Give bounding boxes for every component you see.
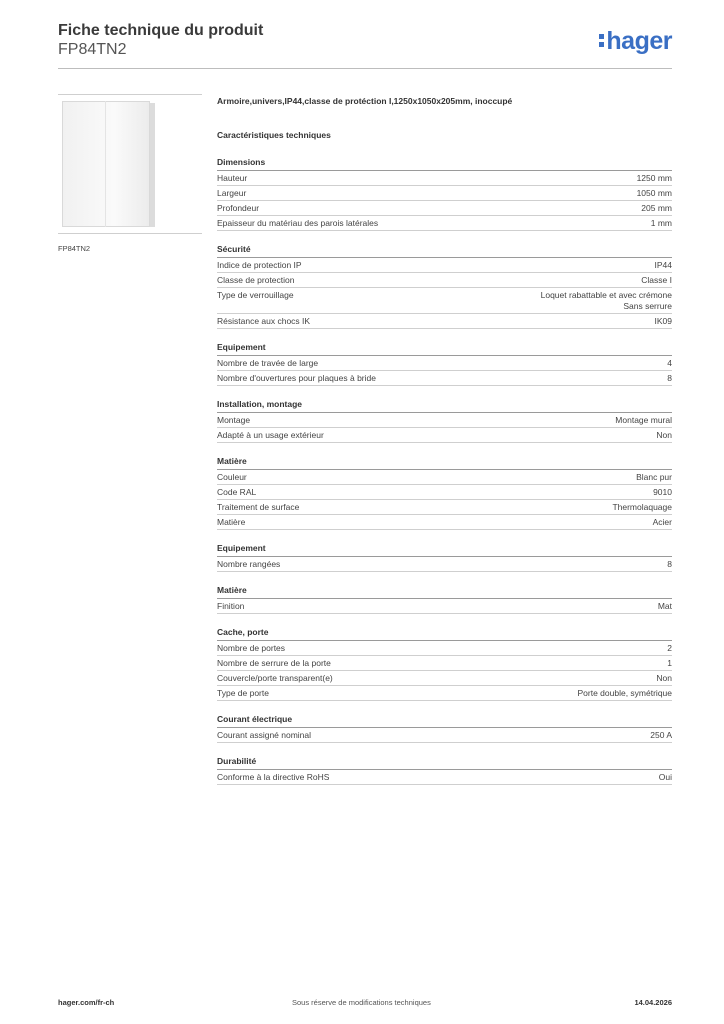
spec-group-title: Dimensions bbox=[217, 157, 672, 171]
spec-row bbox=[217, 413, 672, 428]
spec-value: 1 bbox=[667, 658, 672, 668]
cabinet-front-illustration bbox=[62, 101, 150, 227]
spec-group bbox=[217, 244, 672, 329]
spec-group bbox=[217, 627, 672, 701]
product-image-caption: FP84TN2 bbox=[58, 244, 91, 253]
product-description: Armoire,univers,IP44,classe de protéction I,1250x1050x205mm, inoccupé bbox=[217, 96, 513, 106]
spec-group bbox=[217, 157, 672, 231]
header-divider bbox=[58, 68, 672, 69]
spec-row bbox=[217, 288, 672, 314]
spec-label: Courant assigné nominal bbox=[217, 730, 312, 740]
spec-row bbox=[217, 201, 672, 216]
spec-row bbox=[217, 371, 672, 386]
spec-group-title: Installation, montage bbox=[217, 399, 672, 413]
spec-value: Porte double, symétrique bbox=[577, 688, 672, 698]
spec-group bbox=[217, 543, 672, 572]
spec-group bbox=[217, 756, 672, 785]
spec-group bbox=[217, 456, 672, 530]
spec-label: Couvercle/porte transparent(e) bbox=[217, 673, 333, 683]
spec-row bbox=[217, 171, 672, 186]
page-title: Fiche technique du produit bbox=[58, 22, 264, 39]
spec-row bbox=[217, 599, 672, 614]
spec-label: Finition bbox=[217, 601, 245, 611]
spec-label: Nombre rangées bbox=[217, 559, 281, 569]
spec-row bbox=[217, 515, 672, 530]
spec-label: Traitement de surface bbox=[217, 502, 300, 512]
spec-value: 205 mm bbox=[641, 203, 672, 213]
spec-value: Acier bbox=[652, 517, 672, 527]
footer-date: 14.04.2026 bbox=[634, 998, 672, 1007]
spec-value: IP44 bbox=[654, 260, 672, 270]
spec-value: IK09 bbox=[654, 316, 672, 326]
spec-value: Oui bbox=[658, 772, 672, 782]
spec-label: Adapté à un usage extérieur bbox=[217, 430, 324, 440]
spec-label: Indice de protection IP bbox=[217, 260, 302, 270]
spec-row bbox=[217, 186, 672, 201]
spec-value: Thermolaquage bbox=[612, 502, 672, 512]
spec-row bbox=[217, 557, 672, 572]
spec-group-title: Courant électrique bbox=[217, 714, 672, 728]
spec-label: Code RAL bbox=[217, 487, 257, 497]
spec-label: Matière bbox=[217, 517, 246, 527]
spec-value: Montage mural bbox=[615, 415, 672, 425]
spec-value: 2 bbox=[667, 643, 672, 653]
spec-value: 8 bbox=[667, 559, 672, 569]
spec-label: Classe de protection bbox=[217, 275, 295, 285]
spec-row bbox=[217, 728, 672, 743]
cabinet-side-illustration bbox=[150, 103, 155, 227]
spec-group bbox=[217, 585, 672, 614]
spec-group bbox=[217, 714, 672, 743]
spec-value: 4 bbox=[667, 358, 672, 368]
spec-value: 1050 mm bbox=[636, 188, 672, 198]
product-reference: FP84TN2 bbox=[58, 41, 127, 58]
spec-row bbox=[217, 216, 672, 231]
spec-label: Montage bbox=[217, 415, 251, 425]
spec-row bbox=[217, 314, 672, 329]
spec-label: Nombre d'ouvertures pour plaques à bride bbox=[217, 373, 376, 383]
characteristics-heading: Caractéristiques techniques bbox=[217, 130, 331, 140]
spec-row bbox=[217, 656, 672, 671]
spec-value: 250 A bbox=[650, 730, 672, 740]
footer-website-link[interactable]: hager.com/fr-ch bbox=[58, 998, 115, 1007]
spec-row bbox=[217, 356, 672, 371]
spec-value: Blanc pur bbox=[636, 472, 672, 482]
spec-value: 1 mm bbox=[650, 218, 672, 228]
spec-value: Non bbox=[656, 673, 672, 683]
spec-row bbox=[217, 428, 672, 443]
spec-label: Nombre de portes bbox=[217, 643, 286, 653]
spec-group-title: Cache, porte bbox=[217, 627, 672, 641]
logo-text: hager bbox=[606, 27, 672, 55]
spec-label: Type de verrouillage bbox=[217, 290, 294, 300]
spec-value: 8 bbox=[667, 373, 672, 383]
spec-row bbox=[217, 258, 672, 273]
spec-row bbox=[217, 500, 672, 515]
spec-label: Résistance aux chocs IK bbox=[217, 316, 311, 326]
spec-group-title: Equipement bbox=[217, 342, 672, 356]
spec-group-title: Durabilité bbox=[217, 756, 672, 770]
spec-label: Profondeur bbox=[217, 203, 260, 213]
logo-dots-icon bbox=[599, 32, 604, 48]
spec-group-title: Sécurité bbox=[217, 244, 672, 258]
hager-logo bbox=[599, 28, 672, 54]
spec-value: Classe I bbox=[641, 275, 672, 285]
spec-group-title: Equipement bbox=[217, 543, 672, 557]
spec-label: Largeur bbox=[217, 188, 247, 198]
spec-row bbox=[217, 470, 672, 485]
spec-label: Type de porte bbox=[217, 688, 269, 698]
spec-groups bbox=[217, 157, 672, 785]
footer-disclaimer: Sous réserve de modifications techniques bbox=[292, 998, 431, 1007]
spec-group-title: Matière bbox=[217, 585, 672, 599]
cabinet-door-split bbox=[105, 101, 106, 227]
spec-label: Epaisseur du matériau des parois latérales bbox=[217, 218, 379, 228]
specifications bbox=[217, 96, 672, 785]
product-image bbox=[58, 94, 202, 234]
spec-label: Nombre de travée de large bbox=[217, 358, 319, 368]
spec-value: Mat bbox=[657, 601, 672, 611]
spec-value: 1250 mm bbox=[636, 173, 672, 183]
spec-label: Conforme à la directive RoHS bbox=[217, 772, 330, 782]
spec-group bbox=[217, 342, 672, 386]
spec-value: Loquet rabattable et avec crémone Sans serrure bbox=[540, 290, 672, 311]
spec-value: Non bbox=[656, 430, 672, 440]
spec-value: 9010 bbox=[653, 487, 672, 497]
spec-row bbox=[217, 770, 672, 785]
spec-row bbox=[217, 485, 672, 500]
spec-group bbox=[217, 399, 672, 443]
spec-row bbox=[217, 671, 672, 686]
spec-row bbox=[217, 273, 672, 288]
page-header bbox=[58, 22, 672, 68]
spec-label: Hauteur bbox=[217, 173, 248, 183]
spec-row bbox=[217, 686, 672, 701]
spec-group-title: Matière bbox=[217, 456, 672, 470]
spec-label: Couleur bbox=[217, 472, 247, 482]
spec-row bbox=[217, 641, 672, 656]
spec-label: Nombre de serrure de la porte bbox=[217, 658, 331, 668]
